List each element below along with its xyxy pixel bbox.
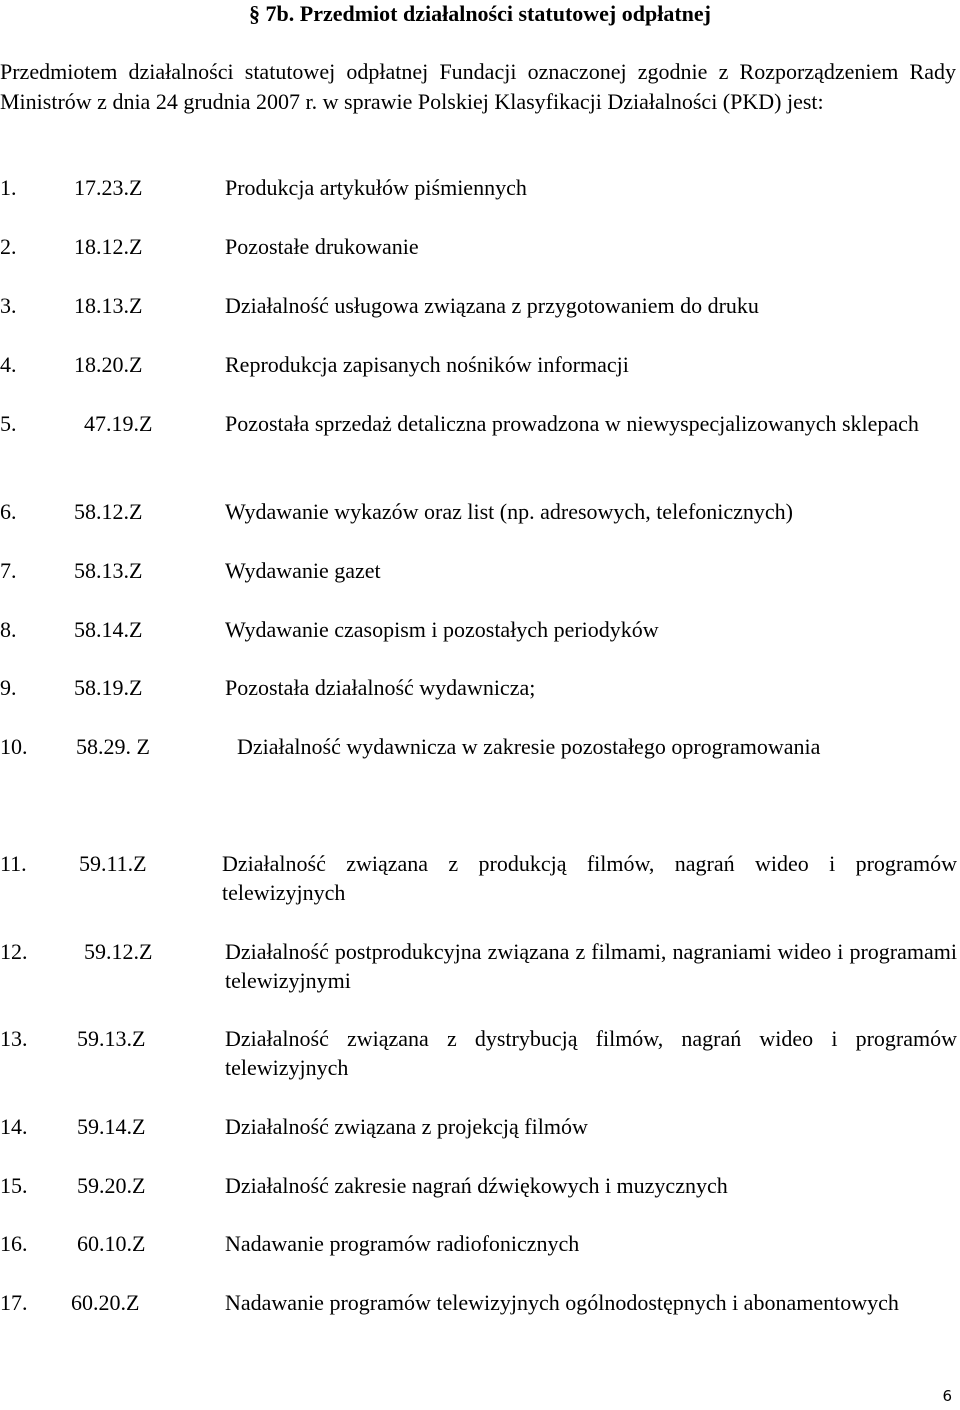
pkd-code: 59.13.Z: [77, 1026, 146, 1051]
item-number: 15.: [0, 1173, 28, 1198]
activity-description: Pozostałe drukowanie: [225, 234, 419, 259]
item-number: 6.: [0, 499, 17, 524]
pkd-code: 17.23.Z: [74, 175, 143, 200]
item-number: 9.: [0, 675, 17, 700]
pkd-code: 59.11.Z: [79, 851, 147, 876]
item-number: 12.: [0, 939, 28, 964]
item-number: 11.: [0, 851, 27, 876]
pkd-code: 60.20.Z: [71, 1290, 140, 1315]
item-number: 10.: [0, 734, 28, 759]
activity-description: Wydawanie wykazów oraz list (np. adresowych, telefonicznych): [225, 499, 794, 524]
pkd-code: 58.19.Z: [74, 675, 143, 700]
activity-description: Pozostała sprzedaż detaliczna prowadzona w niewyspecjalizowanych sklepach: [225, 411, 919, 436]
activity-description: Nadawanie programów telewizyjnych ogólnodostępnych i abonamentowych: [225, 1290, 899, 1315]
pkd-code: 59.12.Z: [84, 939, 153, 964]
pkd-code: 59.20.Z: [77, 1173, 146, 1198]
item-number: 1.: [0, 175, 17, 200]
pkd-code: 60.10.Z: [77, 1231, 146, 1256]
pkd-code: 18.12.Z: [74, 234, 143, 259]
activity-description: Działalność usługowa związana z przygotowaniem do druku: [225, 293, 759, 318]
activity-description: Pozostała działalność wydawnicza;: [225, 675, 536, 700]
activity-description: Działalność związana z projekcją filmów: [225, 1114, 588, 1139]
activity-description: Działalność zakresie nagrań dźwiękowych i muzycznych: [225, 1173, 728, 1198]
pkd-code: 58.14.Z: [74, 617, 143, 642]
pkd-code: 58.12.Z: [74, 499, 143, 524]
item-number: 2.: [0, 234, 17, 259]
item-number: 14.: [0, 1114, 28, 1139]
item-number: 5.: [0, 411, 17, 436]
activity-description: Działalność postprodukcyjna związana z filmami, nagraniami wideo i programami telewizyjnymi: [225, 939, 957, 993]
item-number: 13.: [0, 1026, 28, 1051]
page-number: 6: [942, 1387, 952, 1405]
item-number: 16.: [0, 1231, 28, 1256]
activity-description: Działalność wydawnicza w zakresie pozostałego oprogramowania: [237, 734, 821, 759]
item-number: 17.: [0, 1290, 28, 1315]
pkd-code: 47.19.Z: [84, 411, 153, 436]
activity-description: Reprodukcja zapisanych nośników informacji: [225, 352, 629, 377]
pkd-code: 18.13.Z: [74, 293, 143, 318]
section-heading: § 7b. Przedmiot działalności statutowej odpłatnej: [249, 1, 711, 26]
activity-description: Produkcja artykułów piśmiennych: [225, 175, 527, 200]
pkd-code: 59.14.Z: [77, 1114, 146, 1139]
pkd-code: 58.13.Z: [74, 558, 143, 583]
activity-description: Wydawanie czasopism i pozostałych periodyków: [225, 617, 659, 642]
activity-description: Działalność związana z produkcją filmów, nagrań wideo i programów telewizyjnych: [222, 851, 957, 905]
activity-description: Wydawanie gazet: [225, 558, 381, 583]
item-number: 3.: [0, 293, 17, 318]
intro-paragraph: Przedmiotem działalności statutowej odpłatnej Fundacji oznaczonej zgodnie z Rozporządzeniem Rady Ministrów z dnia 24 grudnia 2007 r. w sprawie Polskiej Klasyfikacji Działalności (PKD) jest:: [0, 59, 956, 114]
activity-description: Nadawanie programów radiofonicznych: [225, 1231, 580, 1256]
item-number: 4.: [0, 352, 17, 377]
item-number: 8.: [0, 617, 17, 642]
activity-description: Działalność związana z dystrybucją filmów, nagrań wideo i programów telewizyjnych: [225, 1026, 957, 1080]
item-number: 7.: [0, 558, 17, 583]
pkd-code: 18.20.Z: [74, 352, 143, 377]
pkd-code: 58.29. Z: [76, 734, 150, 759]
